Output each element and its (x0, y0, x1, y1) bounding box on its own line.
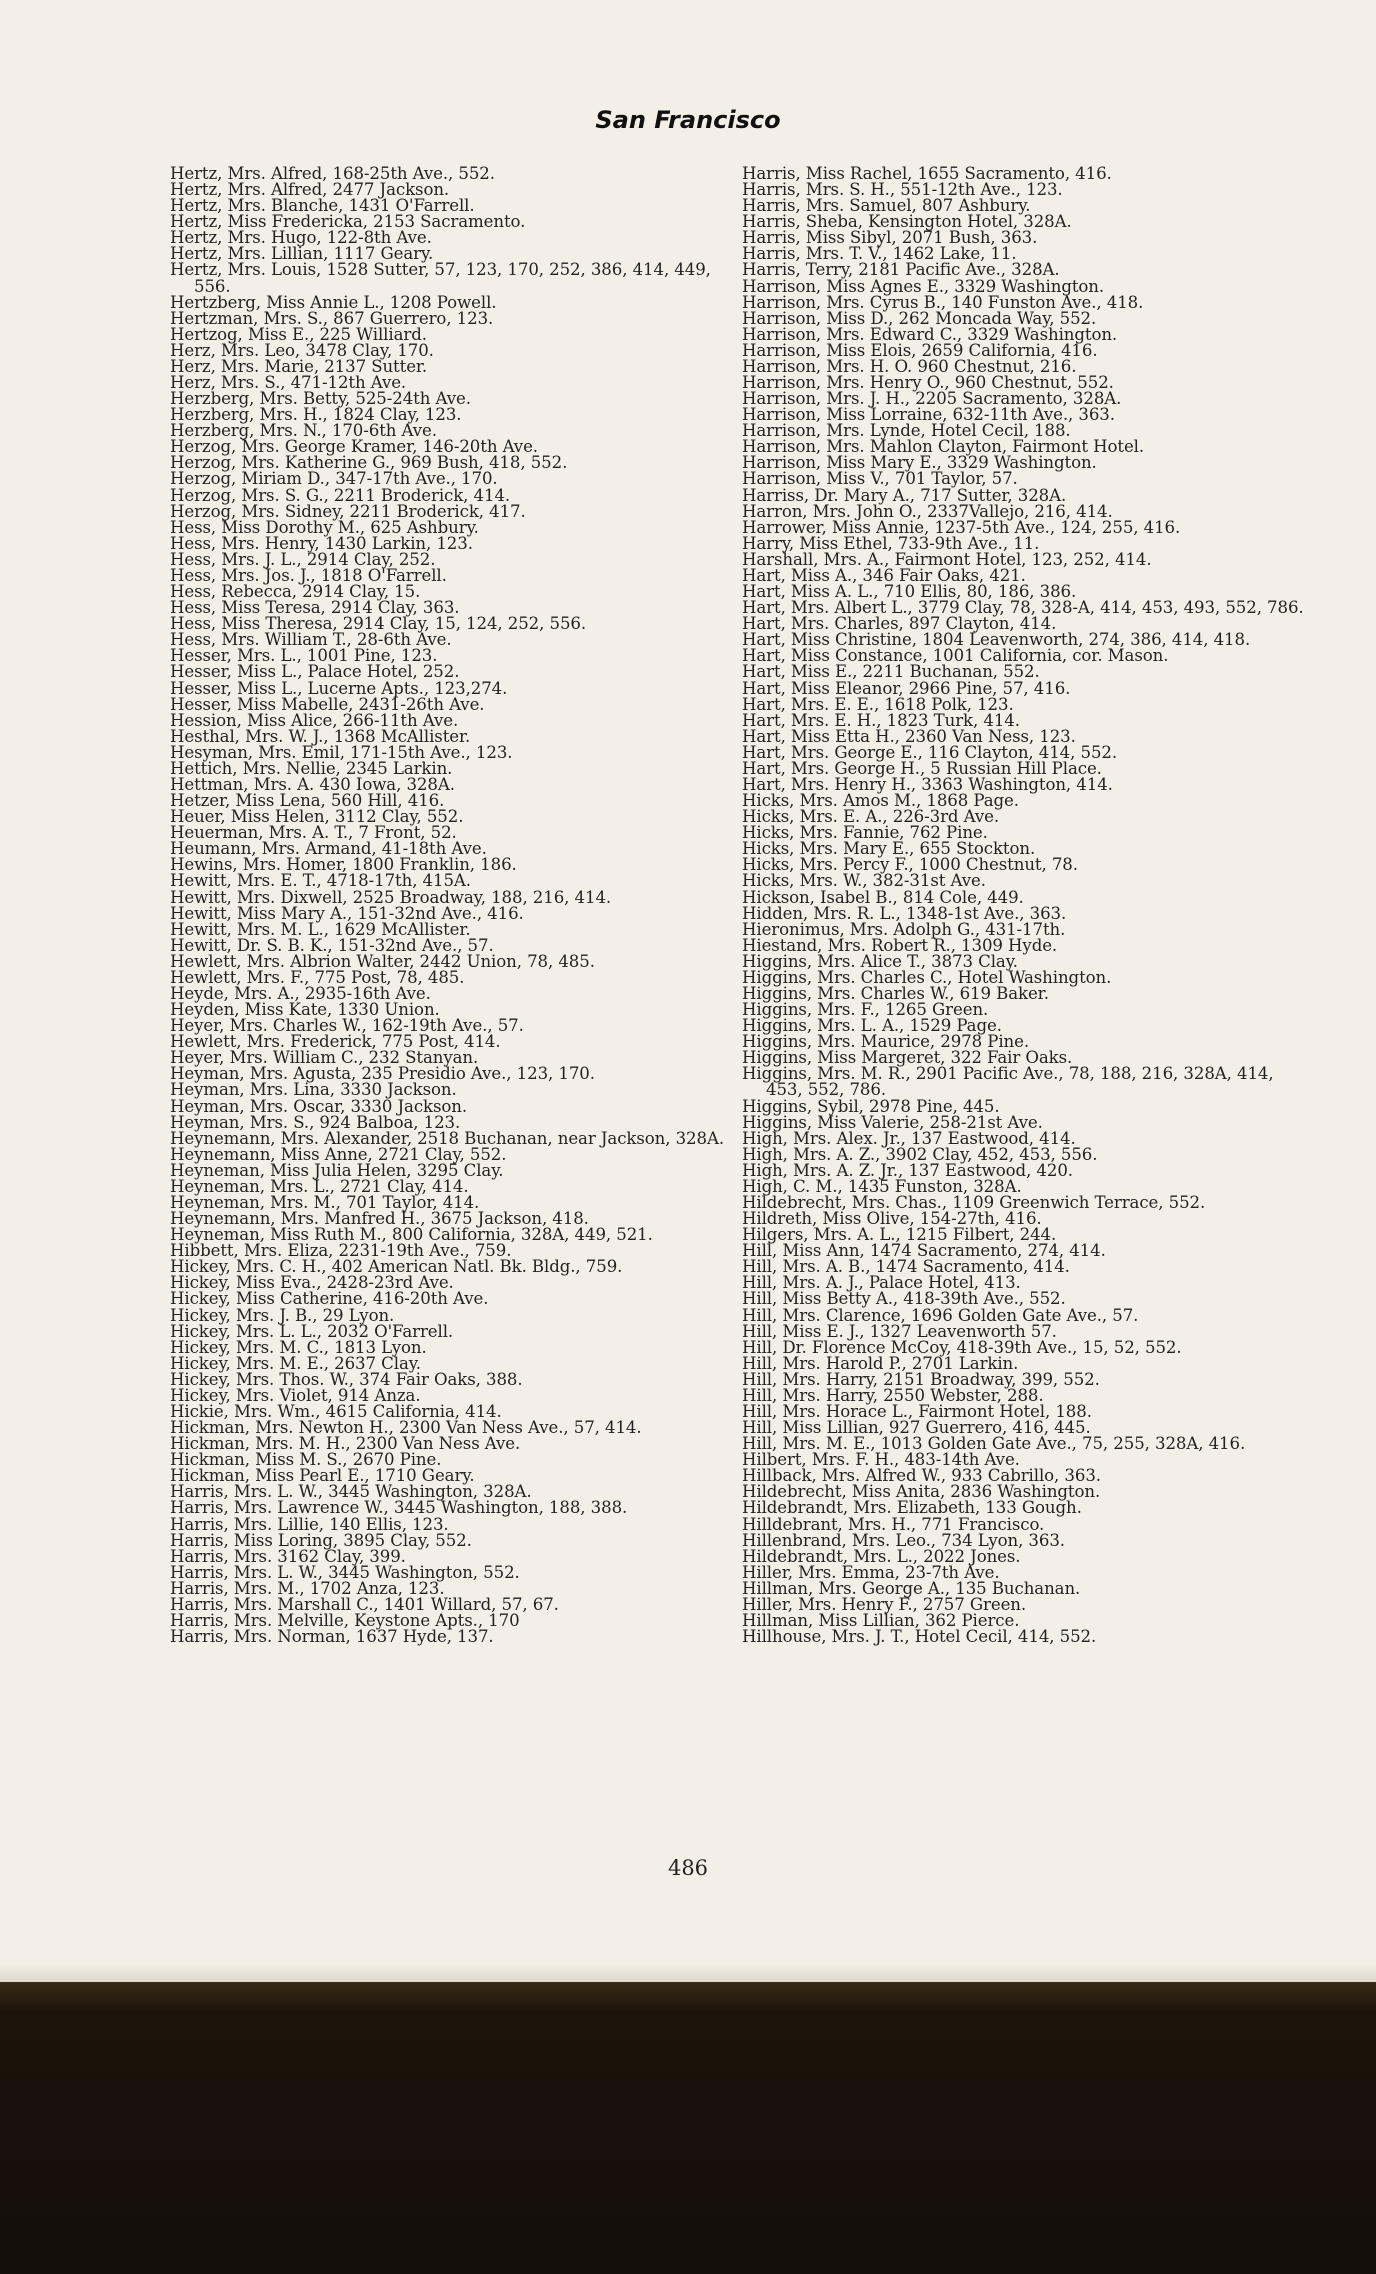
directory-entry: Harris, Mrs. Lillie, 140 Ellis, 123. (170, 1514, 449, 1534)
directory-entry: Hess, Miss Teresa, 2914 Clay, 363. (170, 598, 460, 618)
directory-entry: Higgins, Mrs. M. R., 2901 Pacific Ave., 78, 188, 216, 328A, 414, 453, 552, 786. (742, 1064, 1274, 1100)
directory-entry: Hewins, Mrs. Homer, 1800 Franklin, 186. (170, 855, 517, 875)
directory-entry: Heyde, Mrs. A., 2935-16th Ave. (170, 983, 431, 1003)
directory-entry: Higgins, Mrs. Charles W., 619 Baker. (742, 983, 1049, 1003)
directory-entry: Hill, Miss Betty A., 418-39th Ave., 552. (742, 1289, 1066, 1309)
directory-entry: Heyer, Mrs. Charles W., 162-19th Ave., 57. (170, 1016, 524, 1036)
directory-entry: Herzog, Miriam D., 347-17th Ave., 170. (170, 469, 498, 489)
directory-entry: Harriss, Dr. Mary A., 717 Sutter, 328A. (742, 485, 1067, 505)
directory-entry: Harrison, Miss V., 701 Taylor, 57. (742, 469, 1018, 489)
directory-entry: Hart, Miss A. L., 710 Ellis, 80, 186, 386. (742, 582, 1077, 602)
directory-entry: Harrison, Miss Mary E., 3329 Washington. (742, 453, 1097, 473)
directory-entry: Hill, Miss Ann, 1474 Sacramento, 274, 414. (742, 1241, 1106, 1261)
directory-entry: Hart, Miss E., 2211 Buchanan, 552. (742, 662, 1040, 682)
directory-entry: Hickey, Mrs. J. B., 29 Lyon. (170, 1305, 395, 1325)
directory-entry: Harris, Miss Loring, 3895 Clay, 552. (170, 1530, 472, 1550)
left-column (170, 166, 735, 1645)
directory-entry: Hilgers, Mrs. A. L., 1215 Filbert, 244. (742, 1225, 1057, 1245)
directory-entry: Heynemann, Miss Anne, 2721 Clay, 552. (170, 1144, 507, 1164)
directory-entry: Hart, Mrs. E. H., 1823 Turk, 414. (742, 710, 1020, 730)
directory-entry: Hillback, Mrs. Alfred W., 933 Cabrillo, 363. (742, 1466, 1101, 1486)
directory-entry: Harrison, Miss Lorraine, 632-11th Ave., 363. (742, 405, 1115, 425)
directory-entry: Hickman, Mrs. M. H., 2300 Van Ness Ave. (170, 1434, 521, 1454)
directory-entry: Harris, Mrs. Norman, 1637 Hyde, 137. (170, 1627, 494, 1647)
directory-entry: Harrison, Mrs. J. H., 2205 Sacramento, 328A. (742, 389, 1122, 409)
directory-entry: Heyneman, Mrs. L., 2721 Clay, 414. (170, 1176, 469, 1196)
directory-entry: Higgins, Mrs. Maurice, 2978 Pine. (742, 1032, 1030, 1052)
directory-entry: Hart, Mrs. Albert L., 3779 Clay, 78, 328-A, 414, 453, 493, 552, 786. (742, 598, 1304, 618)
directory-entry: Hess, Mrs. Jos. J., 1818 O'Farrell. (170, 565, 447, 585)
directory-entry: Harrower, Miss Annie, 1237-5th Ave., 124, 255, 416. (742, 517, 1181, 537)
directory-entry: Herz, Mrs. S., 471-12th Ave. (170, 373, 407, 393)
directory-entry: Higgins, Miss Margeret, 322 Fair Oaks. (742, 1048, 1073, 1068)
directory-entry: Harrison, Mrs. H. O. 960 Chestnut, 216. (742, 356, 1077, 376)
directory-entry: Hill, Mrs. Horace L., Fairmont Hotel, 188. (742, 1402, 1092, 1422)
directory-entry: Heynemann, Mrs. Manfred H., 3675 Jackson, 418. (170, 1209, 589, 1229)
directory-entry: Hill, Mrs. Harry, 2151 Broadway, 399, 552. (742, 1369, 1100, 1389)
directory-entry: Hess, Mrs. Henry, 1430 Larkin, 123. (170, 533, 473, 553)
directory-entry: Heyneman, Mrs. M., 701 Taylor, 414. (170, 1193, 480, 1212)
directory-entry: Heyden, Miss Kate, 1330 Union. (170, 1000, 440, 1020)
directory-entry: Hettich, Mrs. Nellie, 2345 Larkin. (170, 758, 453, 778)
directory-entry: Herz, Mrs. Leo, 3478 Clay, 170. (170, 340, 434, 360)
directory-entry: Hickey, Miss Catherine, 416-20th Ave. (170, 1289, 489, 1309)
directory-entry: Harrison, Miss D., 262 Moncada Way, 552. (742, 308, 1097, 328)
directory-entry: Hiller, Mrs. Emma, 23-7th Ave. (742, 1562, 1000, 1582)
directory-entry: Hicks, Mrs. E. A., 226-3rd Ave. (742, 807, 999, 827)
directory-entry: Hildebrandt, Mrs. L., 2022 Jones. (742, 1546, 1021, 1566)
directory-entry: Harron, Mrs. John O., 2337Vallejo, 216, 414. (742, 501, 1113, 521)
directory-entry: Hill, Dr. Florence McCoy, 418-39th Ave., 15, 52, 552. (742, 1337, 1182, 1357)
directory-entry: Hill, Miss Lillian, 927 Guerrero, 416, 445. (742, 1418, 1091, 1438)
page-edge-shadow (0, 1982, 1376, 2274)
directory-entry: Heyman, Mrs. S., 924 Balboa, 123. (170, 1112, 461, 1132)
directory-entry: Hillman, Mrs. George A., 135 Buchanan. (742, 1578, 1081, 1598)
directory-entry: Hewlett, Mrs. Frederick, 775 Post, 414. (170, 1032, 501, 1052)
directory-entry: High, Mrs. A. Z. Jr., 137 Eastwood, 420. (742, 1160, 1073, 1180)
directory-entry: Harry, Miss Ethel, 733-9th Ave., 11. (742, 533, 1040, 553)
directory-entry: Harrison, Mrs. Henry O., 960 Chestnut, 552. (742, 373, 1114, 393)
directory-entry: Harris, Mrs. 3162 Clay, 399. (170, 1546, 406, 1566)
directory-entry: Hewlett, Mrs. F., 775 Post, 78, 485. (170, 967, 465, 987)
directory-entry: Harris, Mrs. S. H., 551-12th Ave., 123. (742, 180, 1063, 200)
directory-entry: Harrison, Mrs. Cyrus B., 140 Funston Ave., 418. (742, 292, 1144, 312)
directory-entry: Harrison, Mrs. Edward C., 3329 Washington. (742, 324, 1118, 344)
directory-entry: Higgins, Miss Valerie, 258-21st Ave. (742, 1112, 1043, 1132)
directory-entry: Hart, Miss Christine, 1804 Leavenworth, 274, 386, 414, 418. (742, 630, 1251, 650)
directory-entry: Hess, Miss Theresa, 2914 Clay, 15, 124, 252, 556. (170, 614, 587, 634)
directory-entry: Higgins, Mrs. F., 1265 Green. (742, 1000, 989, 1020)
directory-entry: Herzog, Mrs. S. G., 2211 Broderick, 414. (170, 485, 511, 505)
directory-entry: Hewitt, Mrs. E. T., 4718-17th, 415A. (170, 871, 471, 891)
directory-entry: Harris, Terry, 2181 Pacific Ave., 328A. (742, 260, 1060, 280)
directory-entry: Herzberg, Mrs. H., 1824 Clay, 123. (170, 405, 462, 425)
directory-entry: Hill, Mrs. Clarence, 1696 Golden Gate Ave., 57. (742, 1305, 1139, 1325)
directory-entry: Hettman, Mrs. A. 430 Iowa, 328A. (170, 774, 455, 794)
directory-entry: Hieronimus, Mrs. Adolph G., 431-17th. (742, 919, 1066, 939)
directory-entry: Hiestand, Mrs. Robert R., 1309 Hyde. (742, 935, 1058, 955)
directory-entry: Hart, Miss Etta H., 2360 Van Ness, 123. (742, 726, 1076, 746)
directory-entry: Hidden, Mrs. R. L., 1348-1st Ave., 363. (742, 903, 1067, 923)
directory-entry: High, C. M., 1435 Funston, 328A. (742, 1176, 1022, 1196)
directory-entry: Hart, Miss A., 346 Fair Oaks, 421. (742, 565, 1026, 585)
page-header-title: San Francisco (595, 106, 781, 134)
directory-entry: Hewlett, Mrs. Albrion Walter, 2442 Union, 78, 485. (170, 951, 595, 971)
directory-entry: Herzog, Mrs. Sidney, 2211 Broderick, 417. (170, 501, 526, 521)
directory-entry: Hicks, Mrs. W., 382-31st Ave. (742, 871, 986, 891)
directory-entry: Hiller, Mrs. Henry F., 2757 Green. (742, 1594, 1027, 1614)
directory-entry: Hickman, Miss M. S., 2670 Pine. (170, 1450, 442, 1470)
directory-entry: Hart, Mrs. Henry H., 3363 Washington, 414. (742, 774, 1113, 794)
directory-entry: Hickey, Mrs. L. L., 2032 O'Farrell. (170, 1321, 454, 1341)
directory-entry: Hildebrecht, Mrs. Chas., 1109 Greenwich Terrace, 552. (742, 1193, 1206, 1212)
directory-entry: Hilldebrant, Mrs. H., 771 Francisco. (742, 1514, 1045, 1534)
directory-entry: Hewitt, Miss Mary A., 151-32nd Ave., 416. (170, 903, 524, 923)
directory-entry: Harris, Miss Sibyl, 2071 Bush, 363. (742, 228, 1038, 248)
directory-entry: Hickey, Mrs. Violet, 914 Anza. (170, 1385, 421, 1405)
directory-entry: Hicks, Mrs. Fannie, 762 Pine. (742, 823, 988, 843)
directory-entry: Higgins, Mrs. L. A., 1529 Page. (742, 1016, 1002, 1036)
directory-entry: Hill, Mrs. A. J., Palace Hotel, 413. (742, 1273, 1021, 1293)
directory-entry: Heuerman, Mrs. A. T., 7 Front, 52. (170, 823, 457, 843)
directory-entry: Higgins, Mrs. Alice T., 3873 Clay. (742, 951, 1018, 971)
directory-entry: Hickey, Mrs. M. E., 2637 Clay. (170, 1353, 421, 1373)
directory-entry: Hertz, Miss Fredericka, 2153 Sacramento. (170, 212, 526, 232)
directory-entry: Hildreth, Miss Olive, 154-27th, 416. (742, 1209, 1042, 1229)
directory-entry: Hickey, Mrs. C. H., 402 American Natl. Bk. Bldg., 759. (170, 1257, 623, 1277)
directory-entry: Harris, Mrs. T. V., 1462 Lake, 11. (742, 244, 1017, 264)
directory-entry: Harris, Mrs. L. W., 3445 Washington, 552. (170, 1562, 520, 1582)
directory-entry: Herzberg, Mrs. Betty, 525-24th Ave. (170, 389, 471, 409)
directory-entry: Hetzer, Miss Lena, 560 Hill, 416. (170, 791, 445, 811)
directory-entry: Harris, Mrs. M., 1702 Anza, 123. (170, 1578, 445, 1598)
directory-entry: Hickey, Mrs. Thos. W., 374 Fair Oaks, 388. (170, 1369, 523, 1389)
directory-entry: Hesser, Miss L., Lucerne Apts., 123,274. (170, 678, 508, 698)
directory-entry: Higgins, Mrs. Charles C., Hotel Washington. (742, 967, 1112, 987)
directory-entry: Hildebrecht, Miss Anita, 2836 Washington. (742, 1482, 1101, 1502)
directory-entry: Heyman, Mrs. Lina, 3330 Jackson. (170, 1080, 457, 1100)
directory-entry: Harris, Sheba, Kensington Hotel, 328A. (742, 212, 1072, 232)
directory-entry: Hart, Mrs. Charles, 897 Clayton, 414. (742, 614, 1057, 634)
directory-entry: Hewitt, Mrs. M. L., 1629 McAllister. (170, 919, 471, 939)
directory-entry: Hess, Rebecca, 2914 Clay, 15. (170, 582, 421, 602)
directory-entry: Heumann, Mrs. Armand, 41-18th Ave. (170, 839, 487, 859)
directory-entry: Harris, Mrs. L. W., 3445 Washington, 328A. (170, 1482, 532, 1502)
right-column (742, 166, 1307, 1645)
directory-entry: Hewitt, Mrs. Dixwell, 2525 Broadway, 188, 216, 414. (170, 887, 612, 907)
directory-entry: Hertz, Mrs. Louis, 1528 Sutter, 57, 123, 170, 252, 386, 414, 449, 556. (170, 260, 711, 296)
directory-entry: Hart, Miss Eleanor, 2966 Pine, 57, 416. (742, 678, 1071, 698)
directory-entry: Harris, Mrs. Marshall C., 1401 Willard, 57, 67. (170, 1594, 559, 1614)
directory-entry: High, Mrs. A. Z., 3902 Clay, 452, 453, 556. (742, 1144, 1098, 1164)
directory-entry: Hillenbrand, Mrs. Leo., 734 Lyon, 363. (742, 1530, 1065, 1550)
directory-entry: Hickman, Mrs. Newton H., 2300 Van Ness Ave., 57, 414. (170, 1418, 642, 1438)
directory-entry: Hart, Miss Constance, 1001 California, cor. Mason. (742, 646, 1169, 666)
directory-entry: Harrison, Mrs. Mahlon Clayton, Fairmont Hotel. (742, 437, 1145, 457)
directory-entry: Hesyman, Mrs. Emil, 171-15th Ave., 123. (170, 742, 513, 762)
directory-entry: Hill, Mrs. Harold P., 2701 Larkin. (742, 1353, 1019, 1373)
directory-entry: Herzberg, Mrs. N., 170-6th Ave. (170, 421, 437, 441)
directory-entry: Hession, Miss Alice, 266-11th Ave. (170, 710, 459, 730)
directory-entry: Harris, Mrs. Melville, Keystone Apts., 170 (170, 1611, 520, 1631)
directory-entry: Harshall, Mrs. A., Fairmont Hotel, 123, 252, 414. (742, 549, 1152, 569)
directory-entry: Harris, Mrs. Samuel, 807 Ashbury. (742, 196, 1031, 216)
directory-entry: Heyman, Mrs. Oscar, 3330 Jackson. (170, 1096, 468, 1116)
directory-entry: Hilbert, Mrs. F. H., 483-14th Ave. (742, 1450, 1020, 1470)
directory-entry: Harrison, Mrs. Lynde, Hotel Cecil, 188. (742, 421, 1071, 441)
directory-entry: Hertzberg, Miss Annie L., 1208 Powell. (170, 292, 497, 312)
directory-entry: Hess, Mrs. J. L., 2914 Clay, 252. (170, 549, 436, 569)
directory-entry: Harrison, Miss Elois, 2659 California, 416. (742, 340, 1098, 360)
directory-entry: Hickey, Miss Eva., 2428-23rd Ave. (170, 1273, 454, 1293)
directory-entry: Hillhouse, Mrs. J. T., Hotel Cecil, 414, 552. (742, 1627, 1097, 1647)
directory-entry: Hill, Mrs. M. E., 1013 Golden Gate Ave., 75, 255, 328A, 416. (742, 1434, 1246, 1454)
directory-entry: High, Mrs. Alex. Jr., 137 Eastwood, 414. (742, 1128, 1076, 1148)
page-number: 486 (667, 1856, 709, 1880)
directory-entry: Hill, Miss E. J., 1327 Leavenworth 57. (742, 1321, 1057, 1341)
directory-entry: Heyman, Mrs. Agusta, 235 Presidio Ave., 123, 170. (170, 1064, 595, 1084)
directory-entry: Hertz, Mrs. Blanche, 1431 O'Farrell. (170, 196, 475, 216)
directory-entry: Hill, Mrs. Harry, 2550 Webster, 288. (742, 1385, 1044, 1405)
directory-entry: Heyneman, Miss Ruth M., 800 California, 328A, 449, 521. (170, 1225, 653, 1245)
directory-entry: Hesser, Mrs. L., 1001 Pine, 123. (170, 646, 438, 666)
directory-entry: Hertz, Mrs. Alfred, 168-25th Ave., 552. (170, 164, 495, 183)
directory-entry: Hesthal, Mrs. W. J., 1368 McAllister. (170, 726, 471, 746)
directory-entry: Herzog, Mrs. George Kramer, 146-20th Ave. (170, 437, 538, 457)
directory-entry: Herz, Mrs. Marie, 2137 Sutter. (170, 356, 428, 376)
directory-entry: Hicks, Mrs. Mary E., 655 Stockton. (742, 839, 1036, 859)
directory-entry: Hart, Mrs. E. E., 1618 Polk, 123. (742, 694, 1014, 714)
directory-entry: Heyneman, Miss Julia Helen, 3295 Clay. (170, 1160, 504, 1180)
directory-entry: Hart, Mrs. George E., 116 Clayton, 414, 552. (742, 742, 1118, 762)
directory-entry: Hicks, Mrs. Amos M., 1868 Page. (742, 791, 1019, 811)
directory-entry: Hill, Mrs. A. B., 1474 Sacramento, 414. (742, 1257, 1070, 1277)
directory-entry: Hertz, Mrs. Hugo, 122-8th Ave. (170, 228, 432, 248)
directory-entry: Herzog, Mrs. Katherine G., 969 Bush, 418, 552. (170, 453, 568, 473)
directory-entry: Hertzog, Miss E., 225 Williard. (170, 324, 427, 344)
directory-entry: Hesser, Miss Mabelle, 2431-26th Ave. (170, 694, 485, 714)
directory-entry: Hickman, Miss Pearl E., 1710 Geary. (170, 1466, 475, 1486)
directory-entry: Hickson, Isabel B., 814 Cole, 449. (742, 887, 1024, 907)
directory-entry: Heuer, Miss Helen, 3112 Clay, 552. (170, 807, 464, 827)
directory-entry: Hickey, Mrs. M. C., 1813 Lyon. (170, 1337, 427, 1357)
directory-entry: Hildebrandt, Mrs. Elizabeth, 133 Gough. (742, 1498, 1082, 1518)
directory-entry: Hickie, Mrs. Wm., 4615 California, 414. (170, 1402, 502, 1422)
directory-entry: Hess, Mrs. William T., 28-6th Ave. (170, 630, 452, 650)
directory-entry: Higgins, Sybil, 2978 Pine, 445. (742, 1096, 1000, 1116)
directory-entry: Hesser, Miss L., Palace Hotel, 252. (170, 662, 460, 682)
directory-entry: Hibbett, Mrs. Eliza, 2231-19th Ave., 759. (170, 1241, 512, 1261)
directory-entry: Hillman, Miss Lillian, 362 Pierce. (742, 1611, 1020, 1631)
directory-entry: Hertzman, Mrs. S., 867 Guerrero, 123. (170, 308, 494, 328)
directory-entry: Hart, Mrs. George H., 5 Russian Hill Place. (742, 758, 1102, 778)
directory-entry: Hess, Miss Dorothy M., 625 Ashbury. (170, 517, 479, 537)
directory-entry: Heynemann, Mrs. Alexander, 2518 Buchanan, near Jackson, 328A. (170, 1128, 725, 1148)
directory-entry: Hertz, Mrs. Alfred, 2477 Jackson. (170, 180, 450, 200)
directory-entry: Harris, Miss Rachel, 1655 Sacramento, 416. (742, 164, 1112, 183)
directory-entry: Harris, Mrs. Lawrence W., 3445 Washington, 188, 388. (170, 1498, 628, 1518)
directory-entry: Hewitt, Dr. S. B. K., 151-32nd Ave., 57. (170, 935, 494, 955)
directory-entry: Harrison, Miss Agnes E., 3329 Washington. (742, 276, 1105, 296)
directory-entry: Heyer, Mrs. William C., 232 Stanyan. (170, 1048, 479, 1068)
directory-entry: Hicks, Mrs. Percy F., 1000 Chestnut, 78. (742, 855, 1078, 875)
directory-entry: Hertz, Mrs. Lillian, 1117 Geary. (170, 244, 434, 264)
